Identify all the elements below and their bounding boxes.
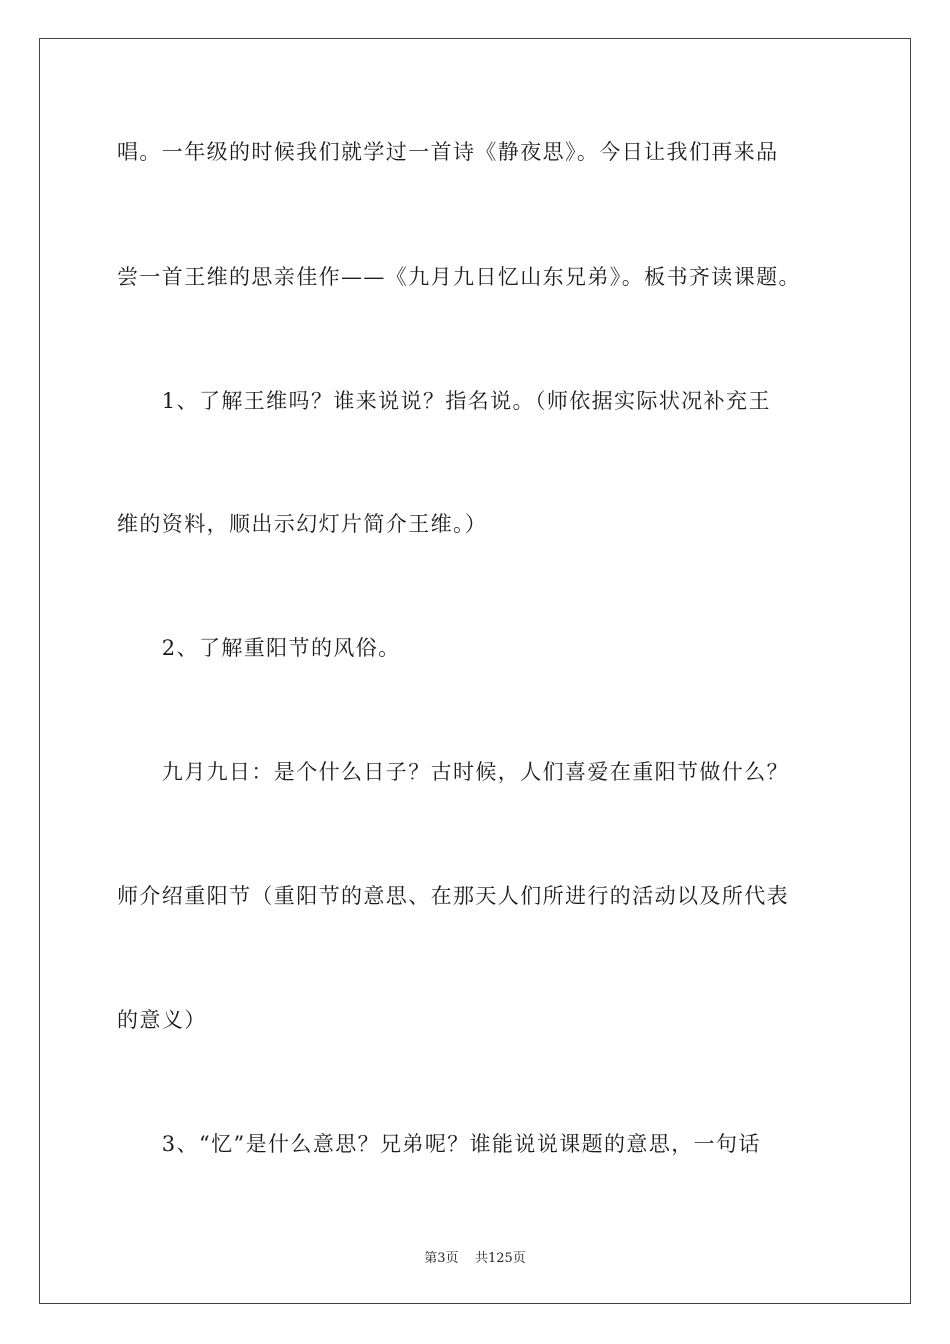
text-line: 九月九日：是个什么日子？古时候，人们喜爱在重阳节做什么？ <box>117 760 789 784</box>
text-line: 的意义） <box>117 1008 207 1032</box>
text-line: 2、了解重阳节的风俗。 <box>117 636 401 660</box>
page-footer: 第3页 共125页 <box>424 1251 526 1266</box>
text-line: 3、“忆”是什么意思？兄弟呢？谁能说说课题的意思，一句话 <box>117 1132 761 1156</box>
page-border <box>39 38 911 1304</box>
text-line: 唱。一年级的时候我们就学过一首诗《静夜思》。今日让我们再来品 <box>117 140 779 164</box>
text-line: 维的资料，顺出示幻灯片简介王维。） <box>117 512 488 536</box>
text-line: 师介绍重阳节（重阳节的意思、在那天人们所进行的活动以及所代表 <box>117 884 789 908</box>
text-line: 1、了解王维吗？谁来说说？指名说。（师依据实际状况补充王 <box>117 389 771 413</box>
text-line: 尝一首王维的思亲佳作——《九月九日忆山东兄弟》。板书齐读课题。 <box>117 265 801 289</box>
